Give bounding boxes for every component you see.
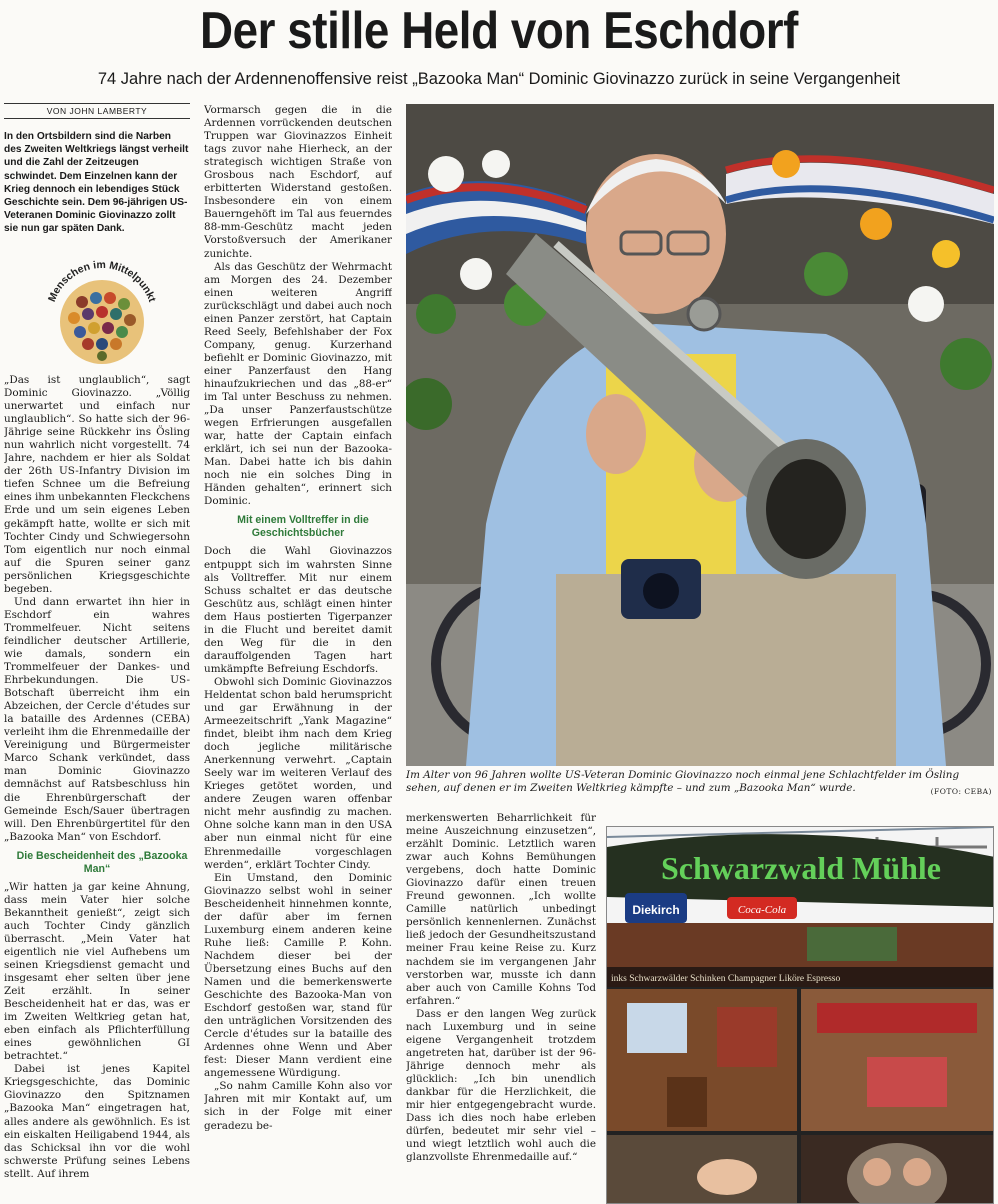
subheading: Die Bescheidenheit des „Bazooka Man“ [16, 849, 188, 875]
article-column-1 [4, 374, 190, 1204]
article-column-3 [406, 812, 596, 1204]
paragraph: Vormarsch gegen die in die Ardennen vorrückenden deutschen Truppen war Giovinazzos Einheit tags zuvor nahe Hierheck, an der strategisch wichtigen Straße von Grosbous nach Eschdorf, auf erbitterten Widerstand gestoßen. Insbesondere ein von einem Bauerngehöft im Tal aus feuerndes 88-mm-Geschütz macht jeden Vorstoßversuch der Amerikaner zunichte. [204, 104, 392, 260]
photo-credit: (FOTO: CEBA) [930, 787, 992, 796]
paragraph: Und dann erwartet ihn hier in Eschdorf ein wahres Trommelfeuer. Nicht seitens feindlicher deutscher Artillerie, wie damals, sondern ein Trommelfeuer der Dankes- und Ehrbekundungen. Die US-Botschaft überreicht ihm ein Abzeichen, der Cercle d'études sur la bataille des Ardennes (CEBA) verleiht ihm die Ehrenmedaille der Vereinigung und Bürgermeister Marco Schank verkündet, dass man Dominic Giovinazzo demnächst auf Ratsbeschluss hin die Ehrenbürgerschaft der Gemeinde Esch/Sauer übertragen will. Den Ehrenbürgertitel für den „Bazooka Man“ von Eschdorf. [4, 595, 190, 843]
ad-photo [606, 826, 994, 1204]
menschen-im-mittelpunkt-logo [38, 256, 166, 368]
paragraph: „Das ist unglaublich“, sagt Dominic Giovinazzo. „Völlig unerwartet und einfach nur unglaublich“. So hatte sich der 96-Jährige seine Rückkehr ins Ösling nun wahrlich nicht vorgestellt. 74 Jahre, nachdem er hier als Soldat der 26th US-Infantry Division im tiefen Schnee um die Befreiung eines ihm unbekannten Fleckchens Erde und um sein eigenes Leben gekämpft hatte, wollte er sich mit Tochter Cindy und Schwiegersohn Tom eigentlich nur noch einmal auf die Spuren seiner ganz persönlichen Kriegsgeschichte begeben. [4, 374, 190, 595]
paragraph: Ein Umstand, den Dominic Giovinazzo selbst wohl in seiner Bescheidenheit hinnehmen konnte, der dafür aber im fernen Luxemburg einem anderen keine Ruhe ließ: Camille P. Kohn. Nachdem dieser bei der Übersetzung eines Buchs auf den Namen und die bemerkenswerte Geschichte des Bazooka-Man von Eschdorf gestoßen war, stand für den unträglichen Vorsitzenden des Cercle d'études sur la bataille des Ardennes ohne Wenn und Aber fest: Dieser Mann verdient eine angemessene Würdigung. [204, 871, 392, 1080]
main-photo [406, 104, 994, 766]
intro-text: In den Ortsbildern sind die Narben des Zweiten Weltkriegs längst verheilt und die Zahl der Zeitzeugen schwindet. Dem Einzelnen kann der Krieg dennoch ein lebendiges Stück Geschichte sein. Dem 96-jährigen US-Veteranen Dominic Giovinazzo zollt sie nun gar späten Dank. [4, 131, 189, 235]
paragraph: Dabei ist jenes Kapitel Kriegsgeschichte, das Dominic Giovinazzo den Spitznamen „Bazooka Man“ eingetragen hat, alles andere als gewöhnlich. Es ist ein eiskalten Heiligabend 1944, als das Schicksal ihn vor die wohl schwerste Prüfung seines Lebens stellt. Auf ihrem [4, 1063, 190, 1180]
article-column-2 [204, 104, 392, 1204]
coca-cola-text: Coca-Cola [737, 904, 787, 916]
veteran-with-bazooka-image [406, 104, 994, 766]
paragraph: Dass er den langen Weg zurück nach Luxemburg und in seine eigene Vergangenheit trotzdem angetreten hat, darüber ist der 96-Jährige dennoch mehr als glücklich: „Ich bin unendlich dankbar für die Herzlichkeit, die mir hier entgegengebracht wurde. Dass ich dies noch habe erleben dürfen, bedeutet mir sehr viel – und wiegt letztlich wohl auch die glanzvollste Ehrenmedaille auf.“ [406, 1007, 596, 1164]
byline: VON JOHN LAMBERTY [4, 103, 190, 119]
paragraph: merkenswerten Beharrlichkeit für meine Auszeichnung einzusetzen“, erzählt Dominic. Letztlich waren zwar auch Kohns Bemühungen vergebens, doch hatte Dominic Giovinazzo dafür einen treuen Freund gewonnen. „Ich wollte Camille natürlich unbedingt persönlich kennenlernen. Zunächst ließ jedoch der Gesundheitszustand meiner Frau keine Reise zu. Kurz nachdem sie im vergangenen Jahr verstorben war, musste ich dann aber auch von Camille Kohns Tod erfahren.“ [406, 812, 596, 1007]
caption-text: Im Alter von 96 Jahren wollte US-Veteran Dominic Giovinazzo noch einmal jene Schlachtfelder im Ösling sehen, auf denen er im Zweiten Weltkrieg kämpfte – und zum „Bazooka Man“ wurde. [406, 769, 960, 795]
pig-figure-icon [697, 1159, 757, 1195]
logo-text: Menschen im Mittelpunkt [45, 258, 159, 304]
headline: Der stille Held von Eschdorf [200, 2, 798, 60]
paragraph: Doch die Wahl Giovinazzos entpuppt sich im wahrsten Sinne als Volltreffer. Mit nur einem Schuss schaltet er das deutsche Geschütz aus, schlägt einen hinter dem Haus postierten Tigerpanzer in die Flucht und bereitet damit den Weg für die in den darauffolgenden Tagen hart umkämpfte Befreiung Eschdorfs. [204, 545, 392, 675]
diekirch-text: Diekirch [632, 903, 680, 917]
schwarzwald-muehle-image [607, 827, 994, 1204]
subheadline: 74 Jahre nach der Ardennenoffensive reist „Bazooka Man“ Dominic Giovinazzo zurück in seine Vergangenheit [97, 70, 901, 88]
paragraph: „Wir hatten ja gar keine Ahnung, dass mein Vater hier solche Bekanntheit genießt“, zeigt sich auch Tochter Cindy gänzlich überrascht. „Mein Vater hat eigentlich nie viel Aufhebens um seinen Kriegsdienst gemacht und insgesamt eher selten über jene Zeit erzählt. In seiner Bescheidenheit hat er das, was er im Zweiten Weltkrieg getan hat, eben einfach als Pflichterfüllung eines gewöhnlichen GI betrachtet.“ [4, 880, 190, 1063]
sign-text: Schwarzwald Mühle [661, 850, 941, 886]
paragraph: Als das Geschütz der Wehrmacht am Morgen des 24. Dezember einen weiteren Angriff zurückschlägt und dabei auch noch einen Panzer zerstört, hat Captain Reed Seely, Befehlshaber der Fox Company, genug. Kurzerhand befiehlt er Dominic Giovinazzo, mit einer Panzerfaust den Hang hinaufzukriechen und das „88-er“ im Tal unter Beschuss zu nehmen. „Da unser Panzerfaustschütze wegen Erfrierungen ausgefallen war, hatte der Captain einfach erklärt, ich sei nun der Bazooka-Man. Dabei hatte ich bis dahin noch nie ein solches Ding in Händen gehalten“, erinnert sich Dominic. [204, 260, 392, 508]
paragraph: „So nahm Camille Kohn also vor Jahren mit mir Kontakt auf, um sich in der Folge mit einer geradezu be- [204, 1080, 392, 1132]
subheading: Mit einem Volltreffer in die Geschichtsbücher [237, 514, 369, 540]
photo-caption [406, 769, 994, 795]
banner-text: inks Schwarzwälder Schinken Champagner Liköre Espresso [611, 974, 841, 984]
paragraph: Obwohl sich Dominic Giovinazzos Heldentat schon bald herumspricht und gar Erwähnung in der Armeezeitschrift „Yank Magazine“ findet, bleibt ihm nach dem Krieg doch jegliche militärische Anerkennung verwehrt. „Captain Seely war im weiteren Verlauf des Krieges getötet worden, und andere Zeugen waren offenbar nicht mehr ausfindig zu machen. Ohne solche kann man in den USA aber nun einmal nicht für eine Ehrenmedaille vorgeschlagen werden“, erklärt Tochter Cindy. [204, 675, 392, 871]
